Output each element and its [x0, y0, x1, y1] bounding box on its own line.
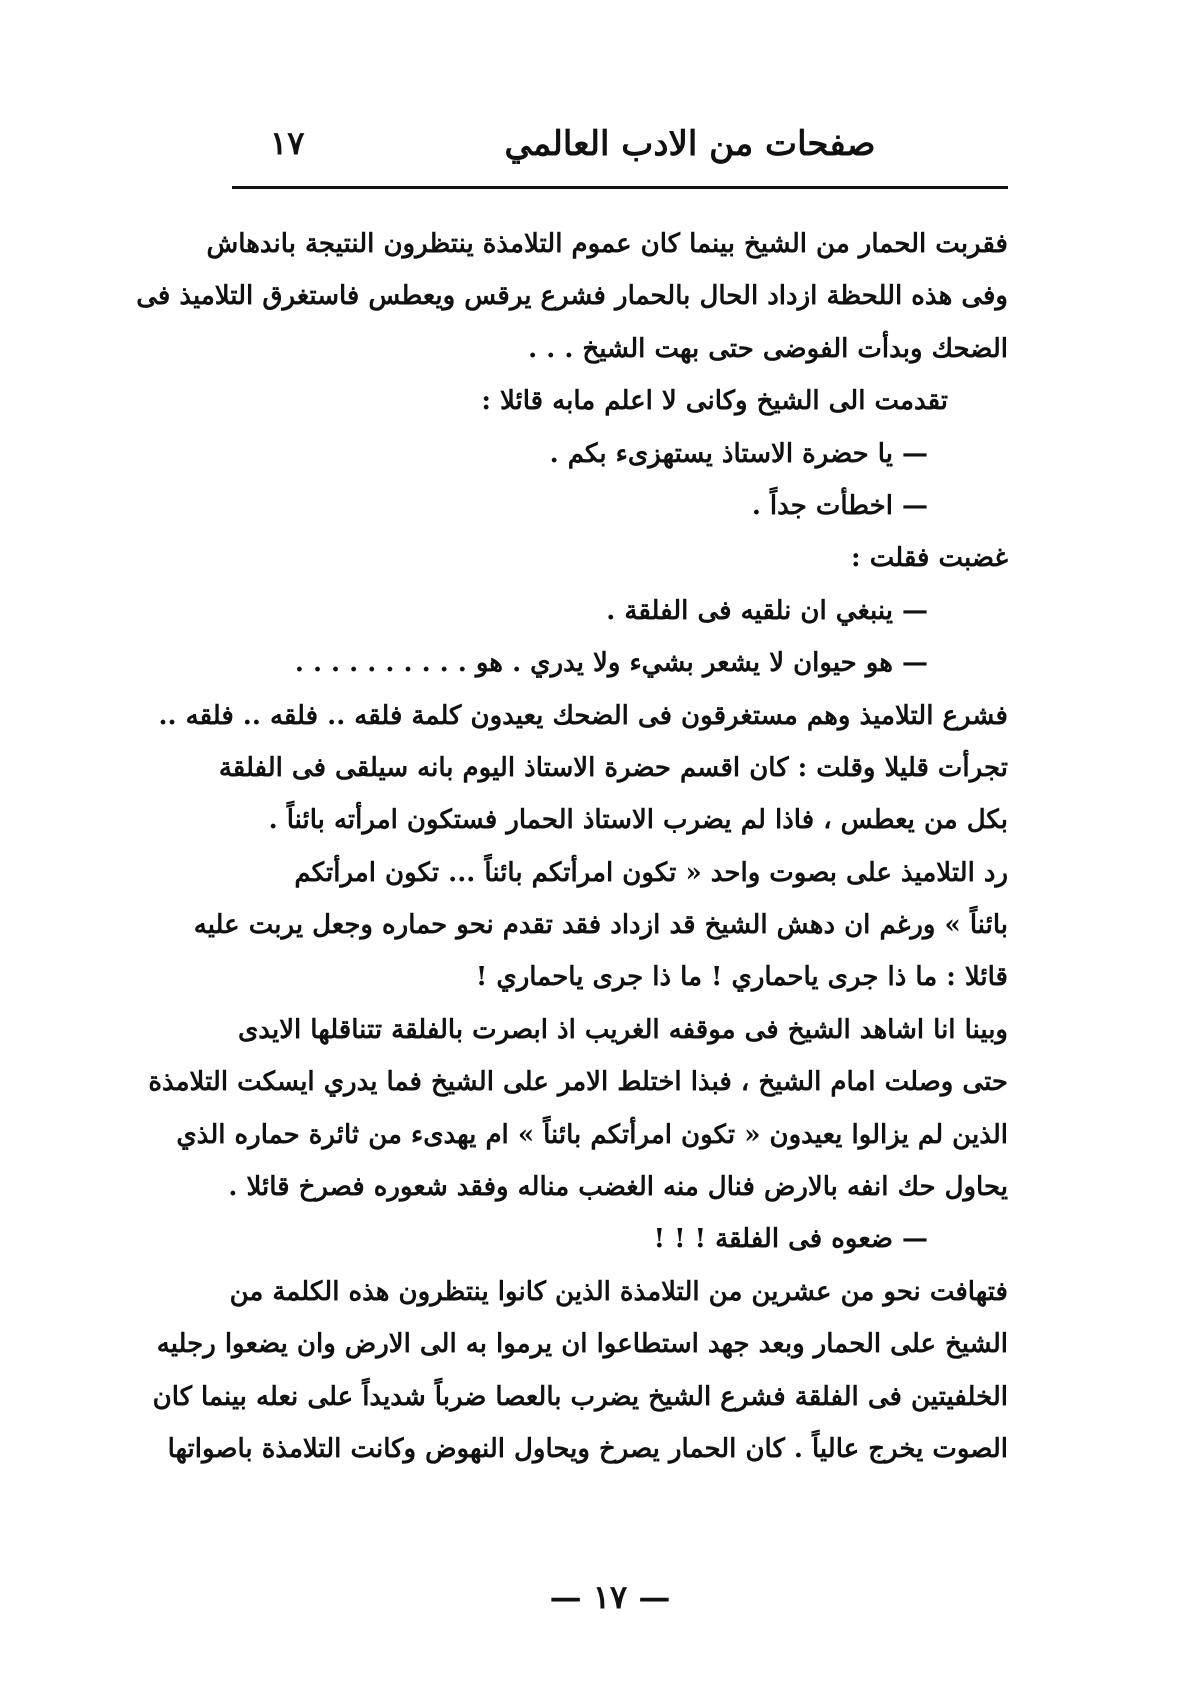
dialogue-line: — هو حيوان لا يشعر بشيء ولا يدري . هو . . . . . . . . . .	[294, 648, 928, 679]
text-line: وفى هذه اللحظة ازداد الحال بالحمار فشرع يرقس ويعطس فاستغرق التلاميذ فى	[136, 281, 1008, 312]
running-header	[230, 118, 1010, 178]
dialogue-line: — ضعوه فى الفلقة ! ! !	[653, 1224, 928, 1255]
header-page-number: ١٧	[270, 124, 305, 162]
text-line: غضبت فقلت :	[851, 543, 1008, 574]
text-line: الشيخ على الحمار وبعد جهد استطاعوا ان يرموا به الى الارض وان يضعوا رجليه	[156, 1329, 1008, 1360]
text-line: بائناً » ورغم ان دهش الشيخ قد ازداد فقد تقدم نحو حماره وجعل يربت عليه	[193, 910, 1008, 941]
text-line: حتى وصلت امام الشيخ ، فبذا اختلط الامر على الشيخ فما يدري ايسكت التلامذة	[148, 1067, 1008, 1098]
dialogue-line: — يا حضرة الاستاذ يستهزىء بكم .	[549, 438, 928, 469]
text-line: تقدمت الى الشيخ وكانى لا اعلم مابه قائلا :	[481, 386, 948, 417]
page-body-text	[136, 218, 1008, 1475]
text-line: قائلا : ما ذا جرى ياحماري ! ما ذا جرى ياحماري !	[475, 962, 1008, 993]
header-divider	[232, 186, 1008, 189]
text-line: الذين لم يزالوا يعيدون « تكون امرأتكم بائناً » ام يهدىء من ثائرة حماره الذي	[176, 1119, 1008, 1150]
text-line: تجرأت قليلا وقلت : كان اقسم حضرة الاستاذ اليوم بانه سيلقى فى الفلقة	[218, 752, 1008, 783]
text-line: الصوت يخرج عالياً . كان الحمار يصرخ ويحاول النهوض وكانت التلامذة باصواتها	[167, 1433, 1008, 1464]
text-line: الخلفيتين فى الفلقة فشرع الشيخ يضرب بالعصا ضرباً شديداً على نعله بينما كان	[152, 1381, 1008, 1412]
dialogue-line: — اخطأت جداً .	[751, 490, 928, 521]
page-footer-number: — ١٧ —	[549, 1578, 671, 1616]
dialogue-line: — ينبغي ان نلقيه فى الفلقة .	[606, 595, 928, 626]
text-line: فقربت الحمار من الشيخ بينما كان عموم التلامذة ينتظرون النتيجة باندهاش	[206, 229, 1008, 259]
running-header-title: صفحات من الادب العالمي	[504, 124, 876, 164]
text-line: يحاول حك انفه بالارض فنال منه الغضب مناله وفقد شعوره فصرخ قائلا .	[228, 1172, 1008, 1203]
text-line: بكل من يعطس ، فاذا لم يضرب الاستاذ الحمار فستكون امرأته بائناً .	[268, 805, 1008, 836]
text-line: وبينا انا اشاهد الشيخ فى موقفه الغريب اذ ابصرت بالفلقة تتناقلها الايدى	[237, 1014, 1008, 1045]
text-line: رد التلاميذ على بصوت واحد « تكون امرأتكم بائناً ... تكون امرأتكم	[294, 857, 1008, 888]
text-line: الضحك وبدأت الفوضى حتى بهت الشيخ . . .	[528, 333, 1008, 364]
text-line: فشرع التلاميذ وهم مستغرقون فى الضحك يعيدون كلمة فلقه .. فلقه .. فلقه ..	[158, 700, 1008, 731]
text-line: فتهافت نحو من عشرين من التلامذة الذين كانوا ينتظرون هذه الكلمة من	[229, 1276, 1008, 1307]
